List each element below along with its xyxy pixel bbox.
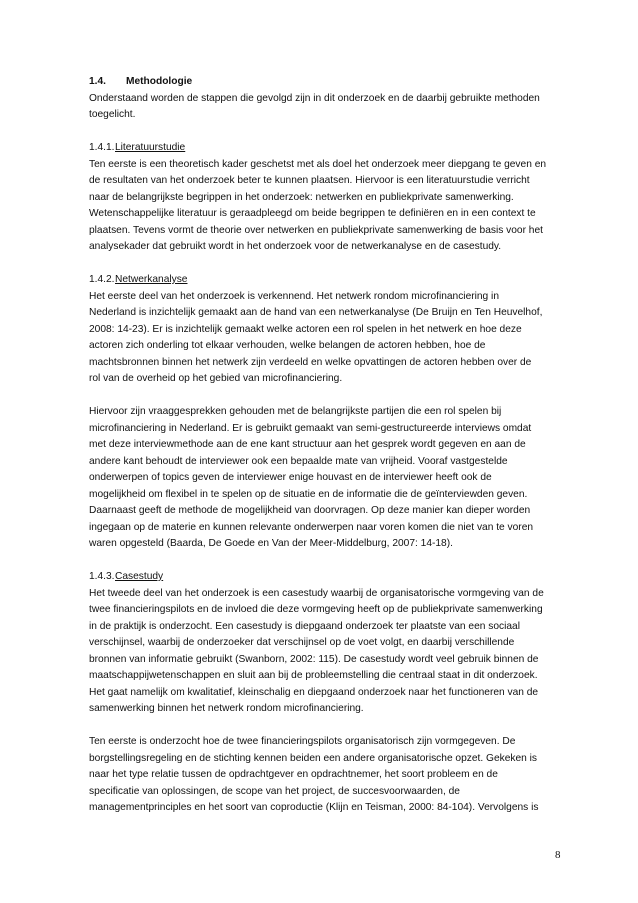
text-line: Hiervoor zijn vraaggesprekken gehouden met de belangrijkste partijen die een rol spelen bij xyxy=(89,406,502,417)
text-line: andere kant behoudt de interviewer ook een bepaalde mate van vrijheid. Vooraf vastgestelde xyxy=(89,455,508,467)
subsection-title: Literatuurstudie xyxy=(115,142,186,153)
text-line: mogelijkheid om flexibel in te spelen op de situatie en de informatie die de geïnterviewden geven. xyxy=(89,488,528,500)
section-number: 1.4. xyxy=(89,76,106,87)
text-line: borgstellingsregeling en de stichting kennen beiden een andere organisatorische opzet. Gekeken is xyxy=(89,752,537,764)
subsection-heading-netwerkanalyse xyxy=(89,272,567,289)
text-line: Onderstaand worden de stappen die gevolgd zijn in dit onderzoek en de daarbij gebruikte methoden xyxy=(89,92,540,104)
subsection-number: 1.4.2. xyxy=(89,274,115,285)
text-line: met deze interviewmethode aan de ene kant structuur aan het gesprek wordt gegeven en aan de xyxy=(89,439,526,450)
text-line: verschijnsel, waarbij de onderzoeker dat verschijnsel op de voet volgt, en daarbij verschillende xyxy=(89,637,515,648)
text-line: Ten eerste is een theoretisch kader geschetst met als doel het onderzoek meer diepgang te geven en xyxy=(89,158,547,170)
text-line: machtsbronnen binnen het netwerk zijn verdeeld en welke opvattingen de actoren hebben over de xyxy=(89,356,532,368)
section-intro xyxy=(89,91,567,124)
subsection-title: Casestudy xyxy=(115,571,164,582)
text-line: analysekader dat gebruikt wordt in het onderzoek voor de netwerkanalyse en de casestudy. xyxy=(89,241,502,252)
paragraph xyxy=(89,289,567,388)
paragraph xyxy=(89,586,567,718)
text-line: waren opgesteld (Baarda, De Goede en Van der Meer-Middelburg, 2007: 14-18). xyxy=(89,538,453,549)
subsection-heading-casestudy xyxy=(89,569,567,586)
subsection-number: 1.4.3. xyxy=(89,571,115,582)
text-line: naar het type relatie tussen de opdrachtgever en opdrachtnemer, het soort probleem en de xyxy=(89,769,498,780)
paragraph xyxy=(89,157,567,256)
text-line: microfinanciering in Nederland. Er is gebruikt gemaakt van semi-gestructureerde interviews omdat xyxy=(89,422,532,434)
text-line: rol van de overheid op het gebied van microfinanciering. xyxy=(89,373,343,384)
paragraph xyxy=(89,404,567,553)
text-line: samenwerking binnen het netwerk rondom microfinanciering. xyxy=(89,703,364,714)
text-line: ingegaan op de materie en kunnen relevante onderwerpen naar voren komen die niet van te voren xyxy=(89,521,534,533)
text-line: Het gaat namelijk om kwalitatief, kleinschalig en diepgaand onderzoek naar het functioneren van de xyxy=(89,686,539,698)
text-line: actoren zich onderling tot elkaar verhouden, welke belangen de actoren hebben, hoe de xyxy=(89,340,486,351)
paragraph xyxy=(89,734,567,817)
text-line: Nederland is inzichtelijk gemaakt aan de hand van een netwerkanalyse (De Bruijn en Ten Heuvelhof, xyxy=(89,307,543,318)
text-line: naar de belangrijkste begrippen in het onderzoek: netwerken en publiekprivate samenwerking. xyxy=(89,191,514,203)
text-line: toegelicht. xyxy=(89,109,136,120)
text-line: Ten eerste is onderzocht hoe de twee financieringspilots organisatorisch zijn vormgegeven. De xyxy=(89,736,516,747)
text-line: maatschappijwetenschappen en sluit aan bij de probleemstelling die centraal staat in dit onderzoek. xyxy=(89,670,538,681)
section-heading xyxy=(89,74,567,91)
section-title: Methodologie xyxy=(126,76,193,87)
text-line: Daarnaast geeft de methode de mogelijkheid van doorvragen. Op deze manier kan dieper worden xyxy=(89,505,531,516)
text-line: twee financieringspilots en de invloed die deze vormgeving heeft op de publiekprivate samenwerking xyxy=(89,604,543,615)
text-line: managementprinciples en het soort van coproductie (Klijn en Teisman, 2000: 84-104). Vervolgens is xyxy=(89,802,539,813)
text-line: Het tweede deel van het onderzoek is een casestudy waarbij de organisatorische vormgeving van de xyxy=(89,587,544,599)
subsection-title: Netwerkanalyse xyxy=(115,274,188,285)
page-number: 8 xyxy=(555,849,561,861)
text-line: Wetenschappelijke literatuur is geraadpleegd om beide begrippen te definiëren en in een context te xyxy=(89,208,536,219)
text-line: in de praktijk is onderzocht. Een casestudy is diepgaand onderzoek ter plaatste van een sociaal xyxy=(89,620,520,632)
text-line: bronnen van informatie gebruikt (Swanborn, 2002: 115). De casestudy wordt veel gebruik binnen de xyxy=(89,653,539,665)
text-line: onderwerpen of topics geven de interviewer enige houvast en de interviewer heeft ook de xyxy=(89,472,492,483)
text-line: specificatie van oplossingen, de scope van het project, de succesvoorwaarden, de xyxy=(89,785,460,797)
text-line: plaatsen. Tevens vormt de theorie over netwerken en publiekprivate samenwerking de basis voor het xyxy=(89,224,543,236)
subsection-heading-literatuurstudie xyxy=(89,140,567,157)
text-line: Het eerste deel van het onderzoek is verkennend. Het netwerk rondom microfinanciering in xyxy=(89,290,499,302)
page-content xyxy=(89,74,567,817)
subsection-number: 1.4.1. xyxy=(89,142,115,153)
text-line: 2008: 14-23). Er is inzichtelijk gemaakt welke actoren een rol spelen in het netwerk en hoe deze xyxy=(89,323,522,335)
text-line: de resultaten van het onderzoek beter te kunnen plaatsen. Hiervoor is een literatuurstudie verricht xyxy=(89,175,530,186)
